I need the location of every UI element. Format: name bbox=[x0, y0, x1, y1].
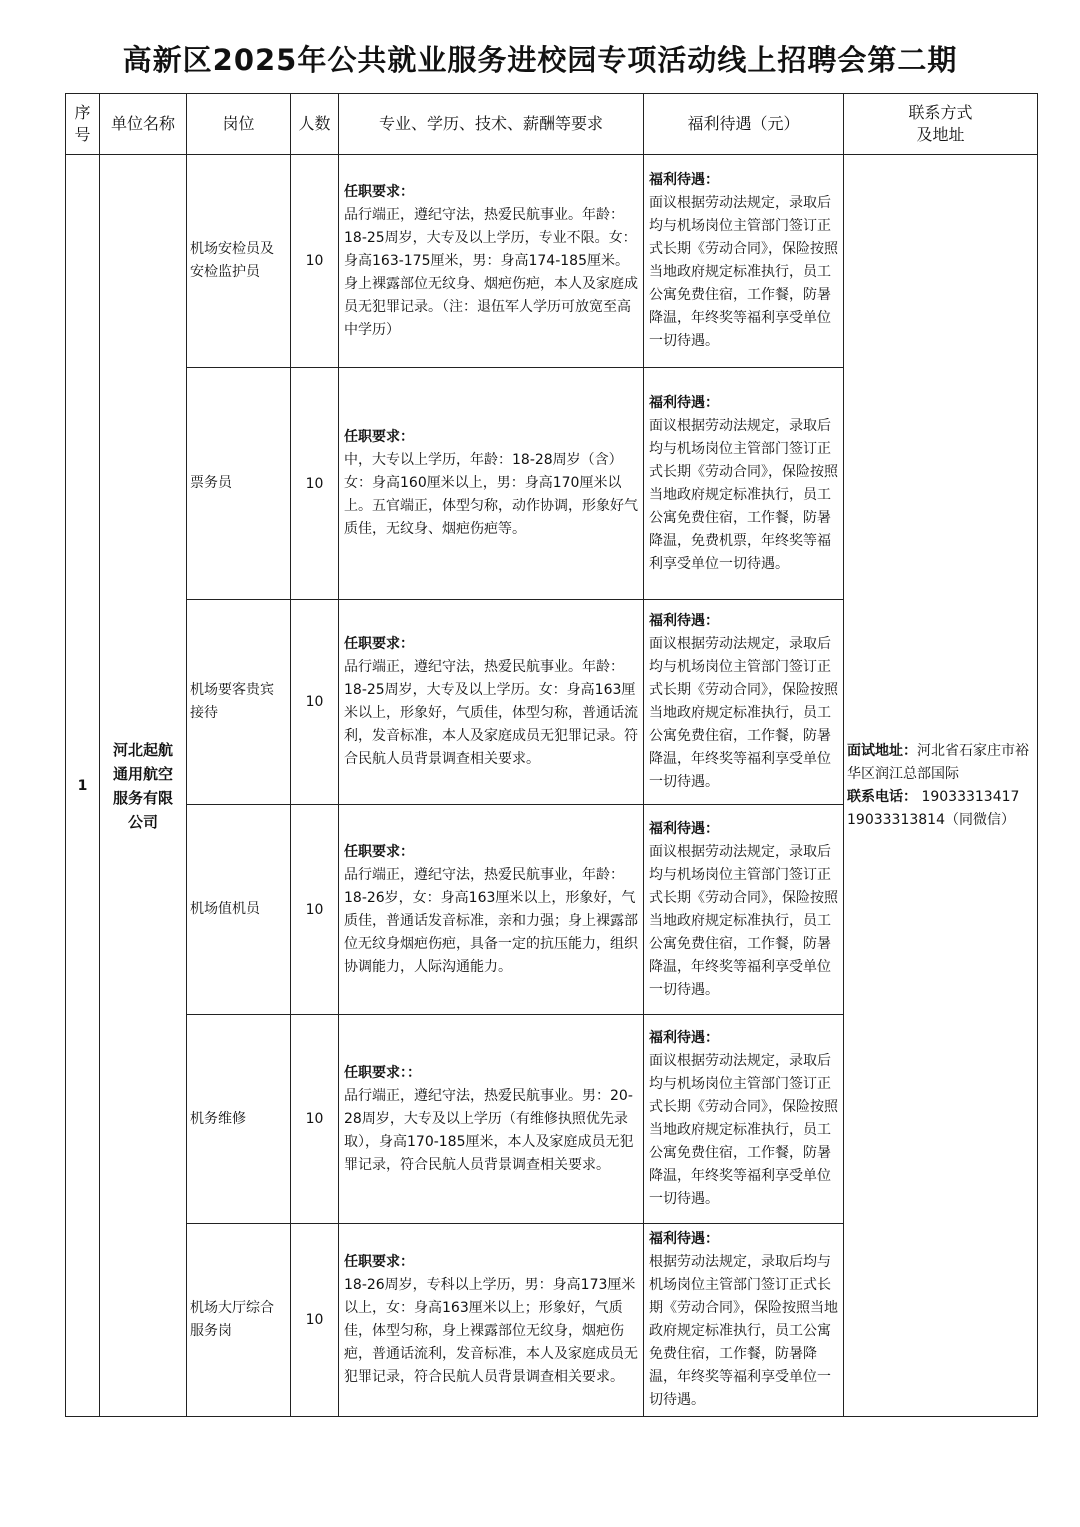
page-title: 高新区2025年公共就业服务进校园专项活动线上招聘会第二期 bbox=[122, 43, 958, 77]
header-position: 岗位 bbox=[187, 94, 291, 155]
company-name: 河北起航通用航空服务有限公司 bbox=[100, 155, 187, 1417]
contact-cell bbox=[844, 155, 1038, 1417]
benefits-text: 面议根据劳动法规定，录取后均与机场岗位主管部门签订正式长期《劳动合同》，保险按照当地政府规定标准执行，员工公寓免费住宿，工作餐，防暑降温，年终奖等福利享受单位一切待遇。 bbox=[649, 1053, 838, 1207]
requirements-text: 品行端正，遵纪守法，热爱民航事业，年龄：18-26岁，女：身高163厘米以上，形象好，气质佳，普通话发音标准，亲和力强；身上裸露部位无纹身烟疤伤疤，具备一定的抗压能力，组织协调能力，人际沟通能力。 bbox=[344, 866, 638, 975]
job-count: 10 bbox=[291, 1015, 339, 1224]
job-position: 机场安检员及安检监护员 bbox=[187, 155, 291, 368]
job-count: 10 bbox=[291, 1224, 339, 1417]
header-count: 人数 bbox=[291, 94, 339, 155]
benefits-label: 福利待遇： bbox=[649, 394, 719, 411]
benefits-label: 福利待遇： bbox=[649, 820, 719, 837]
table-row bbox=[66, 155, 1038, 368]
benefits-label: 福利待遇： bbox=[649, 613, 719, 629]
job-requirements bbox=[339, 155, 644, 368]
job-position: 机场要客贵宾接待 bbox=[187, 600, 291, 805]
benefits-label: 福利待遇： bbox=[649, 1030, 719, 1046]
job-benefits bbox=[644, 155, 844, 368]
job-count: 10 bbox=[291, 368, 339, 600]
job-requirements bbox=[339, 368, 644, 600]
benefits-text: 根据劳动法规定，录取后均与机场岗位主管部门签订正式长期《劳动合同》，保险按照当地政府规定标准执行，员工公寓免费住宿，工作餐，防暑降温，年终奖等福利享受单位一切待遇。 bbox=[649, 1254, 838, 1408]
job-position: 机场大厅综合服务岗 bbox=[187, 1224, 291, 1417]
phone-number-1: 19033313417 bbox=[921, 788, 1020, 805]
job-benefits bbox=[644, 1224, 844, 1417]
header-contact-line2: 及地址 bbox=[916, 125, 965, 144]
job-count: 10 bbox=[291, 155, 339, 368]
requirements-text: 品行端正，遵纪守法，热爱民航事业。年龄：18-25周岁，大专及以上学历。女：身高163厘米以上，形象好，气质佳，体型匀称，普通话流利，发音标准，本人及家庭成员无犯罪记录。符合民航人员背景调查相关要求。 bbox=[344, 659, 638, 767]
header-contact bbox=[844, 94, 1038, 155]
job-requirements bbox=[339, 600, 644, 805]
requirements-text: 品行端正，遵纪守法，热爱民航事业。男：20-28周岁，大专及以上学历（有维修执照优先录取），身高170-185厘米，本人及家庭成员无犯罪记录，符合民航人员背景调查相关要求。 bbox=[344, 1087, 634, 1173]
seq-cell: 1 bbox=[66, 155, 100, 1417]
benefits-text: 面议根据劳动法规定，录取后均与机场岗位主管部门签订正式长期《劳动合同》，保险按照当地政府规定标准执行，员工公寓免费住宿，工作餐，防暑降温，年终奖等福利享受单位一切待遇。 bbox=[649, 195, 838, 349]
benefits-label: 福利待遇： bbox=[649, 1231, 719, 1247]
job-benefits bbox=[644, 805, 844, 1015]
requirements-text: 中，大专以上学历，年龄：18-28周岁（含）女：身高160厘米以上，男：身高170厘米以上。五官端正，体型匀称，动作协调，形象好气质佳，无纹身、烟疤伤疤等。 bbox=[344, 452, 638, 537]
benefits-text: 面议根据劳动法规定，录取后均与机场岗位主管部门签订正式长期《劳动合同》，保险按照当地政府规定标准执行，员工公寓免费住宿，工作餐，防暑降温，年终奖等福利享受单位一切待遇。 bbox=[649, 636, 838, 790]
requirements-text: 18-26周岁，专科以上学历，男：身高173厘米以上，女：身高163厘米以上；形象好，气质佳，体型匀称，身上裸露部位无纹身，烟疤伤疤，普通话流利，发音标准，本人及家庭成员无犯罪记录，符合民航人员背景调查相关要求。 bbox=[344, 1277, 638, 1385]
job-benefits bbox=[644, 368, 844, 600]
requirements-label: 任职要求： bbox=[344, 183, 414, 200]
job-position: 机务维修 bbox=[187, 1015, 291, 1224]
table-header-row bbox=[66, 94, 1038, 155]
requirements-label: 任职要求： bbox=[344, 843, 414, 860]
requirements-text: 品行端正，遵纪守法，热爱民航事业。年龄：18-25周岁，大专及以上学历，专业不限。女：身高163-175厘米，男：身高174-185厘米。身上裸露部位无纹身、烟疤伤疤，本人及家庭成员无犯罪记录。（注：退伍军人学历可放宽至高中学历） bbox=[344, 206, 638, 338]
job-position: 机场值机员 bbox=[187, 805, 291, 1015]
requirements-label: 任职要求： bbox=[344, 636, 414, 652]
job-benefits bbox=[644, 600, 844, 805]
requirements-label: 任职要求： bbox=[344, 429, 414, 445]
job-count: 10 bbox=[291, 600, 339, 805]
header-contact-line1: 联系方式 bbox=[908, 103, 973, 122]
job-benefits bbox=[644, 1015, 844, 1224]
address-label: 面试地址： bbox=[847, 742, 917, 759]
job-requirements bbox=[339, 1015, 644, 1224]
job-position: 票务员 bbox=[187, 368, 291, 600]
requirements-label: 任职要求：： bbox=[344, 1064, 421, 1081]
header-benefits: 福利待遇（元） bbox=[644, 94, 844, 155]
phone-label: 联系电话： bbox=[847, 788, 917, 805]
header-seq: 序号 bbox=[66, 94, 100, 155]
phone-number-2: 19033313814（同微信） bbox=[847, 811, 1015, 828]
header-requirements: 专业、学历、技术、薪酬等要求 bbox=[339, 94, 644, 155]
job-requirements bbox=[339, 805, 644, 1015]
header-unit: 单位名称 bbox=[100, 94, 187, 155]
requirements-label: 任职要求： bbox=[344, 1254, 414, 1270]
benefits-text: 面议根据劳动法规定，录取后均与机场岗位主管部门签订正式长期《劳动合同》，保险按照当地政府规定标准执行，员工公寓免费住宿，工作餐，防暑降温，免费机票，年终奖等福利享受单位一切待遇。 bbox=[649, 417, 838, 572]
job-requirements bbox=[339, 1224, 644, 1417]
benefits-text: 面议根据劳动法规定，录取后均与机场岗位主管部门签订正式长期《劳动合同》，保险按照当地政府规定标准执行，员工公寓免费住宿，工作餐，防暑降温，年终奖等福利享受单位一切待遇。 bbox=[649, 843, 838, 998]
benefits-label: 福利待遇： bbox=[649, 172, 719, 188]
address-text: 河北省石家庄市裕华区润江总部国际 bbox=[847, 742, 1029, 782]
job-count: 10 bbox=[291, 805, 339, 1015]
recruitment-table bbox=[65, 93, 1038, 1417]
